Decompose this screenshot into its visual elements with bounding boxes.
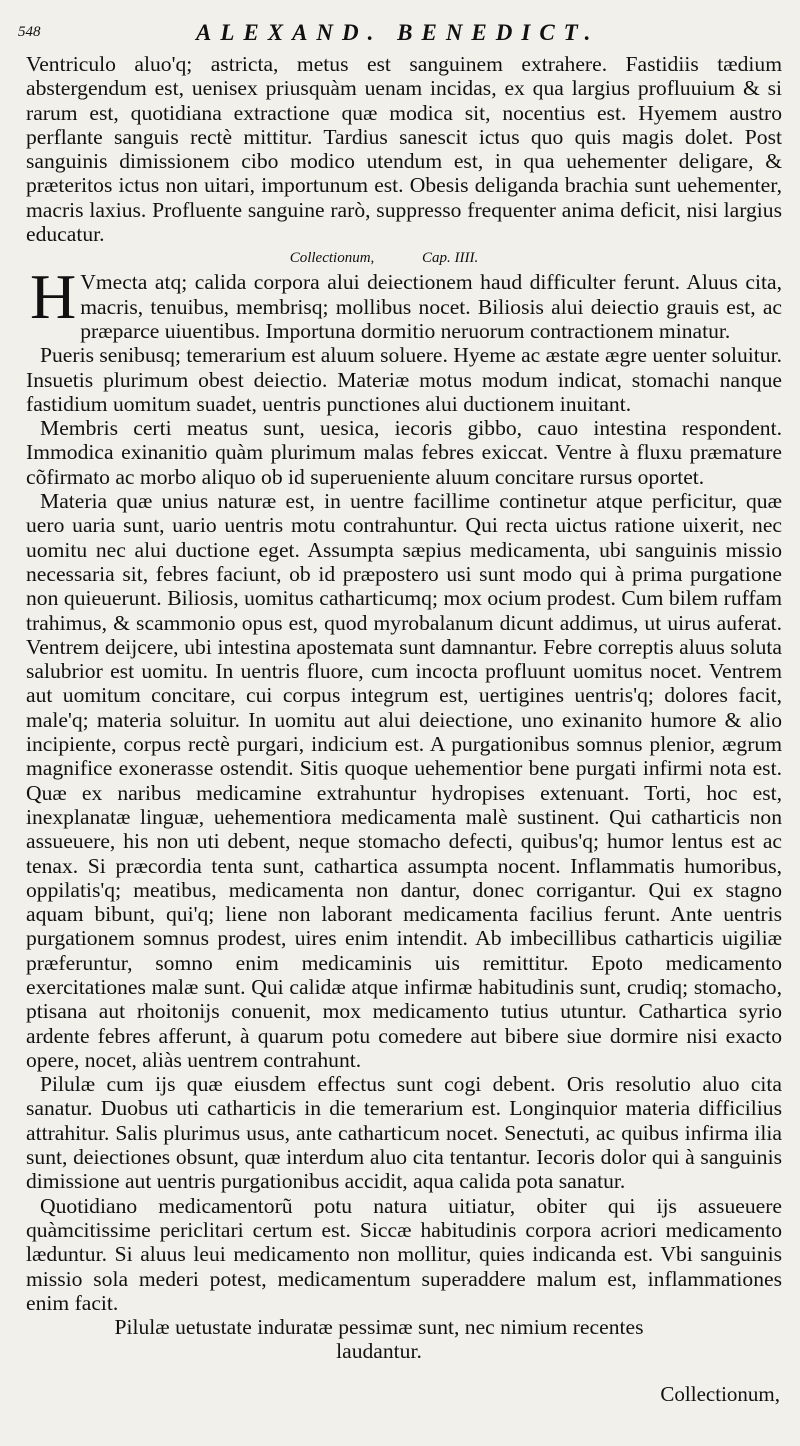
paragraph-dropcap [26,261,782,343]
running-title: ALEXAND. BENEDICT. [196,20,600,45]
running-head [18,20,782,50]
chapter-heading [26,250,782,268]
chapter-number: Cap. IIII. [422,250,479,267]
paragraph: Membris certi meatus sunt, uesica, iecoris gibbo, cauo intestina respondent. Immodica exinanitio quàm plurimum malas febres exiccat. Ventre à fluxu præmature cõfirmato ac morbo aliquo ob id superueniente aluum concitare rursus oportet. [26,416,782,489]
closing-lines: Pilulæ uetustate induratæ pessimæ sunt, nec nimium recentes laudantur. [114,1315,644,1364]
paragraph-top: Ventriculo aluo'q; astricta, metus est sanguinem extrahere. Fastidiis tædium abstergendum est, uenisex priusquàm uenam incidas, ex qua largius profluuium & si rarum est, quotidiana extractione quæ modica sit, nocentius est. Hyemem austro perflante sanguis rectè mittitur. Tardius sanescit ictus quo quis magis dolet. Post sanguinis dimissionem cibo modico utendum est, in qua uehementer deligare, & præteritos ictus non uitari, importunum est. Obesis deliganda brachia sunt uehementer, macris laxius. Profluente sanguine rarò, suppresso frequenter anima deficit, nisi largius educatur. [26,52,782,247]
chapter-label: Collectionum, [289,250,375,267]
paragraph-text: Vmecta atq; calida corpora alui deiectionem haud difficulter ferunt. Aluus cita, macris, tenuibus, membrisq; mollibus nocet. Biliosis alui deiectio grauis est, ac præparce uiuentibus. Importuna dormitio neruorum contractionem minatur. [80,270,782,343]
page-number: 548 [18,24,41,40]
paragraph: Materia quæ unius naturæ est, in uentre facillime continetur atque perficitur, quæ uero uaria sunt, uario uentris motu contrahuntur. Qui recta uictus ratione uixerit, nec uomitu nec alui ductione eget. Assumpta sæpius medicamenta, ubi sanguinis missio necessaria sit, febres faciunt, ob id præpostero usi sunt modo qui à prima purgatione non quieuerunt. Biliosis, uomitus catharticumq; mox ocium prodest. Cum bilem ruffam trahimus, & scammonio opus est, quod myrobalanum dicunt addimus, ut uirus auferat. Ventrem deijcere, ubi intestina apostemata sunt damnantur. Febre correptis aluus soluta salubrior est uomitu. In uentris fluore, cum incocta profluunt uomitus nocet. Ventrem aut uomitum concitare, cui corpus integrum est, uertigines uentris'q; dolores facit, male'q; materia soluitur. In uomitu aut alui deiectione, uno exinanito humore & alio incipiente, corpus rectè purgari, indicium est. A purgationibus somnus plenior, ægrum magnifice exonerasse ostendit. Sitis quoque uehementior bene purgati infirmi nota est. Quæ ex naribus medicamine extrahuntur hydropises extenuant. Torti, hoc est, inexplanatæ linguæ, uehementiora medicamenta malè sustinent. Qui catharticis non assueuere, his non uti debent, neque stomacho defecti, quibus'q; humor lentus est ac tenax. Si præcordia tenta sunt, cathartica assumpta nocent. Inflammatis humoribus, oppilatis'q; meatibus, medicamenta non dantur, donec corrigantur. Qui ex stagno aquam bibunt, qui'q; liene non laborant medicamenta facilius ferunt. Ante uentris purgationem somnus prodest, uires enim intendit. Ab imbecillibus catharticis uigiliæ præferuntur, somno enim medicaminis uis remittitur. Epoto medicamento exercitationes malæ sunt. Qui calidæ atque infirmæ habitudinis sunt, crudiq; stomacho, ptisana aut rhoitonijs conuenit, mox medicamento tutius utuntur. Cathartica syrio ardente febres afferunt, à quarum potu comedere aut bibere siue dormire nisi exacto opere, nocet, aliàs uentrem contrahunt. [26,489,782,1072]
paragraph: Quotidiano medicamentorũ potu natura uitiatur, obiter qui ijs assueuere quàmcitissime periclitari certum est. Siccæ habitudinis corpora acriori medicamento læduntur. Si aluus leui medicamento non mollitur, quies indicanda est. Vbi sanguinis missio sola mederi potest, medicamentum superaddere malum est, inflammationes enim facit. [26,1193,782,1315]
catchword: Collectionum, [660,1382,780,1406]
drop-cap-letter: H [30,261,77,333]
paragraph: Pilulæ cum ijs quæ eiusdem effectus sunt cogi debent. Oris resolutio aluo cita sanatur. Duobus uti catharticis in die temerarium est. Longinquior materia difficilius attrahitur. Salis plurimus usus, ante catharticum nocet. Senectuti, ac quibus infirma ilia sunt, deiectiones obsunt, quæ interdum aluo cita tentantur. Iecoris dolor qui à sanguinis dimissione aut uentris purgationibus accidit, aqua calida pota sanatur. [26,1072,782,1194]
paragraph: Pueris senibusq; temerarium est aluum soluere. Hyeme ac æstate ægre uenter soluitur. Insuetis plurimum obest deiectio. Materiæ motus modum indicat, stomachi nanque fastidium uomitum suadet, uentris punctiones alui ductionem inuitant. [26,343,782,416]
